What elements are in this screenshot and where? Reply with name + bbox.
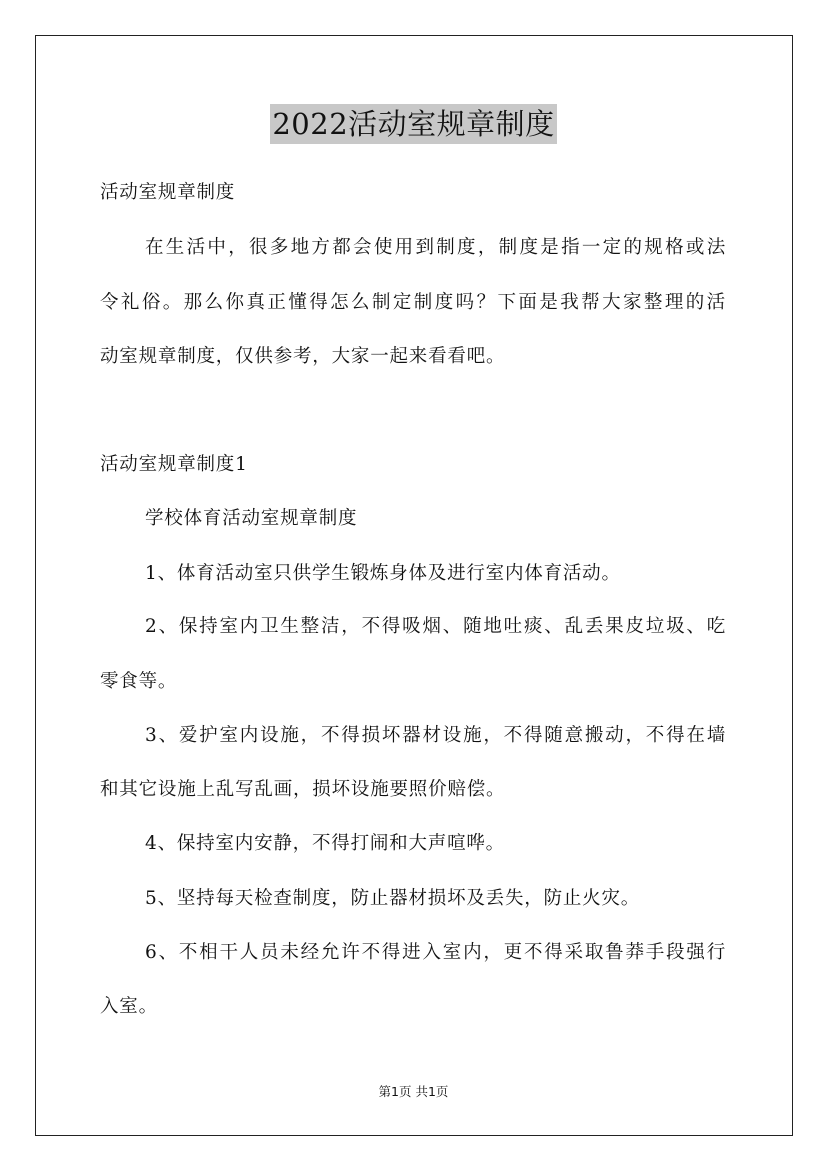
section-title: 学校体育活动室规章制度 — [145, 508, 358, 529]
rule-6-line-2: 入室。 — [100, 996, 158, 1017]
rule-3-line-2: 和其它设施上乱写乱画，损坏设施要照价赔偿。 — [100, 779, 506, 800]
rule-5: 5、坚持每天检查制度，防止器材损坏及丢失，防止火灾。 — [145, 888, 641, 909]
intro-line-1: 在生活中，很多地方都会使用到制度，制度是指一定的规格或法 — [145, 237, 726, 258]
section-heading: 活动室规章制度1 — [100, 454, 248, 475]
document-title-block — [0, 104, 827, 144]
rule-1: 1、体育活动室只供学生锻炼身体及进行室内体育活动。 — [145, 563, 621, 584]
intro-line-2: 令礼俗。那么你真正懂得怎么制定制度吗？下面是我帮大家整理的活 — [100, 292, 726, 313]
rule-2-line-1: 2、保持室内卫生整洁，不得吸烟、随地吐痰、乱丢果皮垃圾、吃 — [145, 616, 726, 637]
rule-2-line-2: 零食等。 — [100, 671, 178, 692]
rule-3-line-1: 3、爱护室内设施，不得损坏器材设施，不得随意搬动，不得在墙 — [145, 725, 726, 746]
document-subtitle: 活动室规章制度 — [100, 182, 236, 203]
intro-line-3: 动室规章制度，仅供参考，大家一起来看看吧。 — [100, 346, 506, 367]
rule-6-line-1: 6、不相干人员未经允许不得进入室内，更不得采取鲁莽手段强行 — [145, 942, 726, 963]
document-title: 2022活动室规章制度 — [270, 104, 556, 144]
rule-4: 4、保持室内安静，不得打闹和大声喧哗。 — [145, 833, 505, 854]
page-footer: 第1页 共1页 — [378, 1084, 449, 1099]
